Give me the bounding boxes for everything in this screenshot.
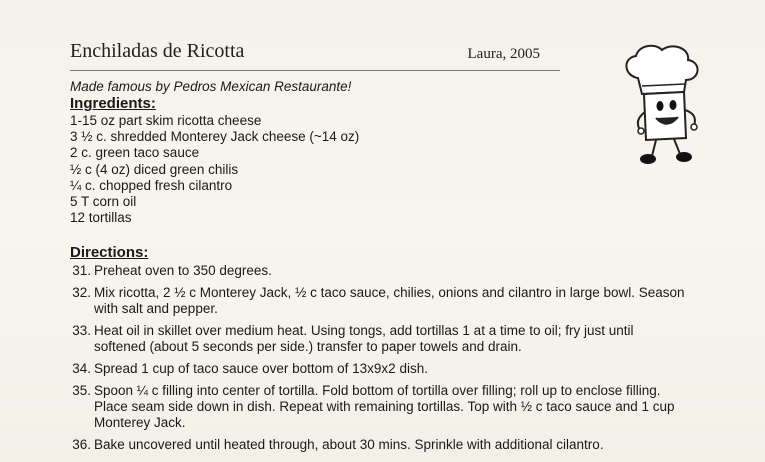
- step-text: Bake uncovered until heated through, about 30 mins. Sprinkle with additional cilantro.: [94, 437, 604, 452]
- chef-mascot-icon: [610, 40, 710, 170]
- recipe-title: Enchiladas de Ricotta: [70, 40, 245, 62]
- step-number: 35.: [72, 383, 91, 398]
- step-text: Spread 1 cup of taco sauce over bottom of 13x9x2 dish.: [94, 361, 428, 376]
- direction-step: [68, 437, 688, 453]
- step-number: 34.: [72, 361, 91, 376]
- ingredient-item: 3 ½ c. shredded Monterey Jack cheese (~14 oz): [70, 129, 360, 145]
- ingredients-list: [70, 113, 359, 226]
- step-number: 36.: [72, 437, 91, 452]
- recipe-header: [70, 40, 560, 71]
- step-number: 31.: [72, 263, 91, 278]
- ingredient-item: ¼ c. chopped fresh cilantro: [70, 177, 233, 193]
- step-number: 32.: [72, 285, 91, 300]
- step-text: Heat oil in skillet over medium heat. Using tongs, add tortillas 1 at a time to oil; fry just until softened (about 5 seconds per side.) transfer to paper towels and drain.: [94, 323, 634, 354]
- ingredient-item: 12 tortillas: [70, 210, 132, 226]
- recipe-subtitle: Made famous by Pedros Mexican Restaurante!: [70, 79, 352, 94]
- directions-heading: Directions:: [70, 244, 149, 261]
- ingredients-heading: Ingredients:: [70, 95, 156, 112]
- step-number: 33.: [72, 323, 91, 338]
- ingredient-item: 1-15 oz part skim ricotta cheese: [70, 113, 262, 128]
- direction-step: [68, 361, 688, 377]
- ingredient-item: 2 c. green taco sauce: [70, 145, 200, 161]
- direction-step: [68, 383, 688, 431]
- direction-step: [68, 285, 688, 317]
- direction-step: [68, 323, 688, 355]
- step-text: Spoon ¼ c filling into center of tortilla. Fold bottom of tortilla over filling; roll up to enclose filling. Place seam side down in dish. Repeat with remaining tortillas. Top with ½ c taco sauce and 1 cup Monterey Jack.: [94, 383, 675, 430]
- step-text: Preheat oven to 350 degrees.: [94, 263, 272, 278]
- recipe-author: Laura, 2005: [467, 46, 540, 62]
- directions-list: [68, 263, 688, 459]
- step-text: Mix ricotta, 2 ½ c Monterey Jack, ½ c taco sauce, chilies, onions and cilantro in large bowl. Season with salt and pepper.: [94, 285, 685, 316]
- ingredient-item: ½ c (4 oz) diced green chilis: [70, 161, 239, 177]
- ingredient-item: 5 T corn oil: [70, 194, 137, 210]
- direction-step: [68, 263, 688, 279]
